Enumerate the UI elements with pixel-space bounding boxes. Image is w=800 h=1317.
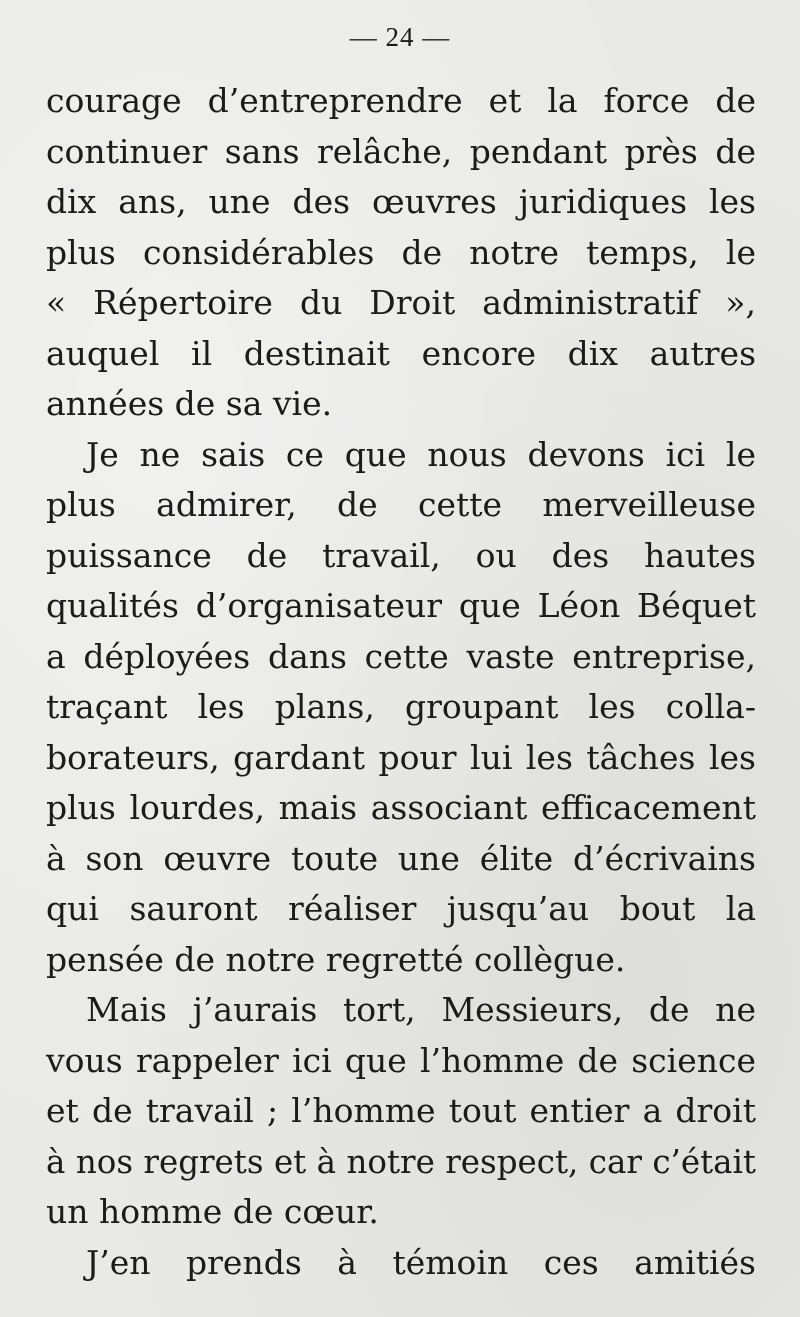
text-line: dix ans, une des œuvres juridiques les <box>46 182 756 221</box>
text-line: a déployées dans cette vaste entreprise, <box>46 636 756 676</box>
text-line: qui sauront réaliser jusqu’au bout la <box>46 889 756 928</box>
text-line: puissance de travail, ou des hautes <box>46 535 756 575</box>
text-line: pensée de notre regretté collègue. <box>46 939 626 979</box>
text-line: plus considérables de notre temps, le <box>46 232 756 272</box>
text-line: un homme de cœur. <box>46 1192 379 1231</box>
text-line: vous rappeler ici que l’homme de science <box>46 1040 756 1080</box>
text-line: « Répertoire du Droit administratif », <box>46 283 756 322</box>
body-text <box>46 76 756 1288</box>
text-line: plus admirer, de cette merveilleuse <box>46 485 756 524</box>
text-line: auquel il destinait encore dix autres <box>46 333 756 373</box>
text-line: qualités d’organisateur que Léon Béquet <box>46 586 756 625</box>
text-line: Je ne sais ce que nous devons ici le <box>86 434 756 474</box>
text-line: J’en prends à témoin ces amitiés <box>86 1242 756 1282</box>
text-line: années de sa vie. <box>46 384 333 423</box>
text-line: traçant les plans, groupant les colla- <box>46 687 756 726</box>
text-line: à son œuvre toute une élite d’écrivains <box>46 838 756 878</box>
text-line: Mais j’aurais tort, Messieurs, de ne <box>86 990 756 1029</box>
text-line: continuer sans relâche, pendant près de <box>46 131 756 171</box>
text-line: plus lourdes, mais associant efficacement <box>46 788 756 827</box>
text-line: et de travail ; l’homme tout entier a droit <box>46 1091 756 1130</box>
text-line: courage d’entreprendre et la force de <box>46 81 756 120</box>
text-line: borateurs, gardant pour lui les tâches les <box>46 737 756 777</box>
page-number: — 24 — <box>349 22 451 52</box>
text-line: à nos regrets et à notre respect, car c’était <box>46 1142 756 1181</box>
